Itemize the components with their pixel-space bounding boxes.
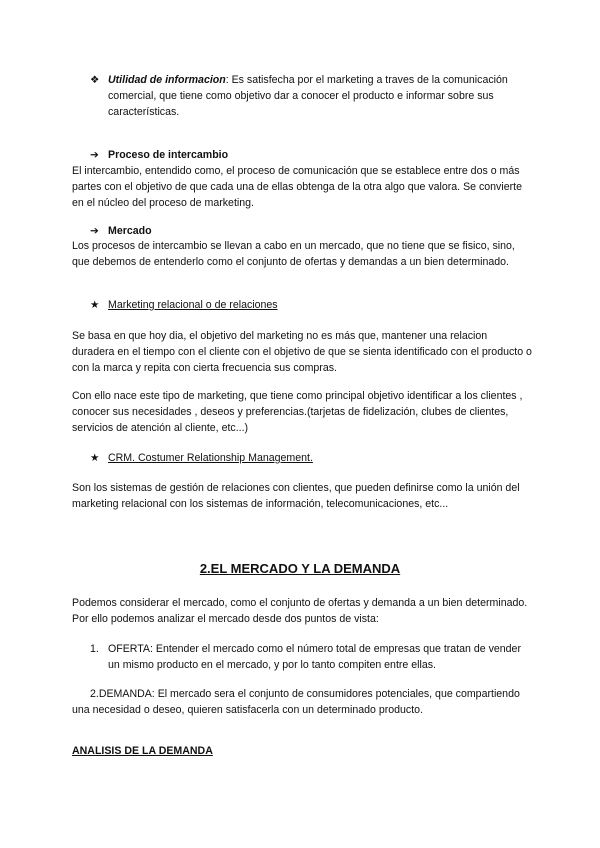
utilidad-text: : Es satisfecha por el marketing a traves de la comunicación comercial, que tiene como objetivo dar a conocer el producto e informar sobre sus características. [108,74,508,118]
star-bullet-icon: ★ [90,299,100,311]
demanda-paragraph: 2.DEMANDA: El mercado sera el conjunto de consumidores potenciales, que compartiendo una necesidad o deseo, quieren satisfacerla con un determinado producto. [72,688,520,716]
arrow-bullet-icon: ➔ [90,149,99,161]
oferta-item: OFERTA: Entender el mercado como el número total de empresas que tratan de vender un mismo producto en el mercado, y por lo tanto compiten entre ellas. [108,643,521,671]
star-bullet-icon: ★ [90,452,100,464]
mercado-heading: Mercado [108,225,152,237]
crm-text: Son los sistemas de gestión de relaciones con clientes, que pueden definirse como la unión del marketing relacional con los sistemas de información, telecomunicaciones, etc... [72,482,520,510]
section-title: 2.EL MERCADO Y LA DEMANDA [199,561,401,576]
arrow-bullet-icon: ➔ [90,225,99,237]
proceso-heading: Proceso de intercambio [108,149,229,161]
relacional-paragraph-1: Se basa en que hoy dia, el objetivo del marketing no es más que, mantener una relacion duradera en el tiempo con el cliente con el objetivo de que se sienta identificado con el producto o con la marca y repita con cierta frecuencia sus compras. [72,330,532,374]
relacional-paragraph-2: Con ello nace este tipo de marketing, que tiene como principal objetivo identificar a los clientes , conocer sus necesidades , deseos y preferencias.(tarjetas de fidelización, clubes de clientes, servicios de atención al cliente, etc...) [72,390,523,434]
crm-heading: CRM. Costumer Relationship Management. [108,452,313,464]
analisis-heading: ANALISIS DE LA DEMANDA [72,745,213,757]
utilidad-paragraph [108,72,508,120]
section-intro: Podemos considerar el mercado, como el conjunto de ofertas y demanda a un bien determinado. Por ello podemos analizar el mercado desde dos puntos de vista: [72,597,528,625]
relacional-heading: Marketing relacional o de relaciones [108,299,278,311]
utilidad-title: Utilidad de informacion [108,74,226,86]
diamond-bullet-icon: ❖ [90,74,100,86]
proceso-text: El intercambio, entendido como, el proceso de comunicación que se establece entre dos o más partes con el objetivo de que cada una de ellas obtenga de la otra algo que valora. Se convierte en el núcleo del proceso de marketing. [72,165,522,209]
list-number: 1. [90,643,99,655]
mercado-text: Los procesos de intercambio se llevan a cabo en un mercado, que no tiene que se fisico, sino, que debemos de entenderlo como el conjunto de ofertas y demandas a un bien determinado. [72,240,515,268]
